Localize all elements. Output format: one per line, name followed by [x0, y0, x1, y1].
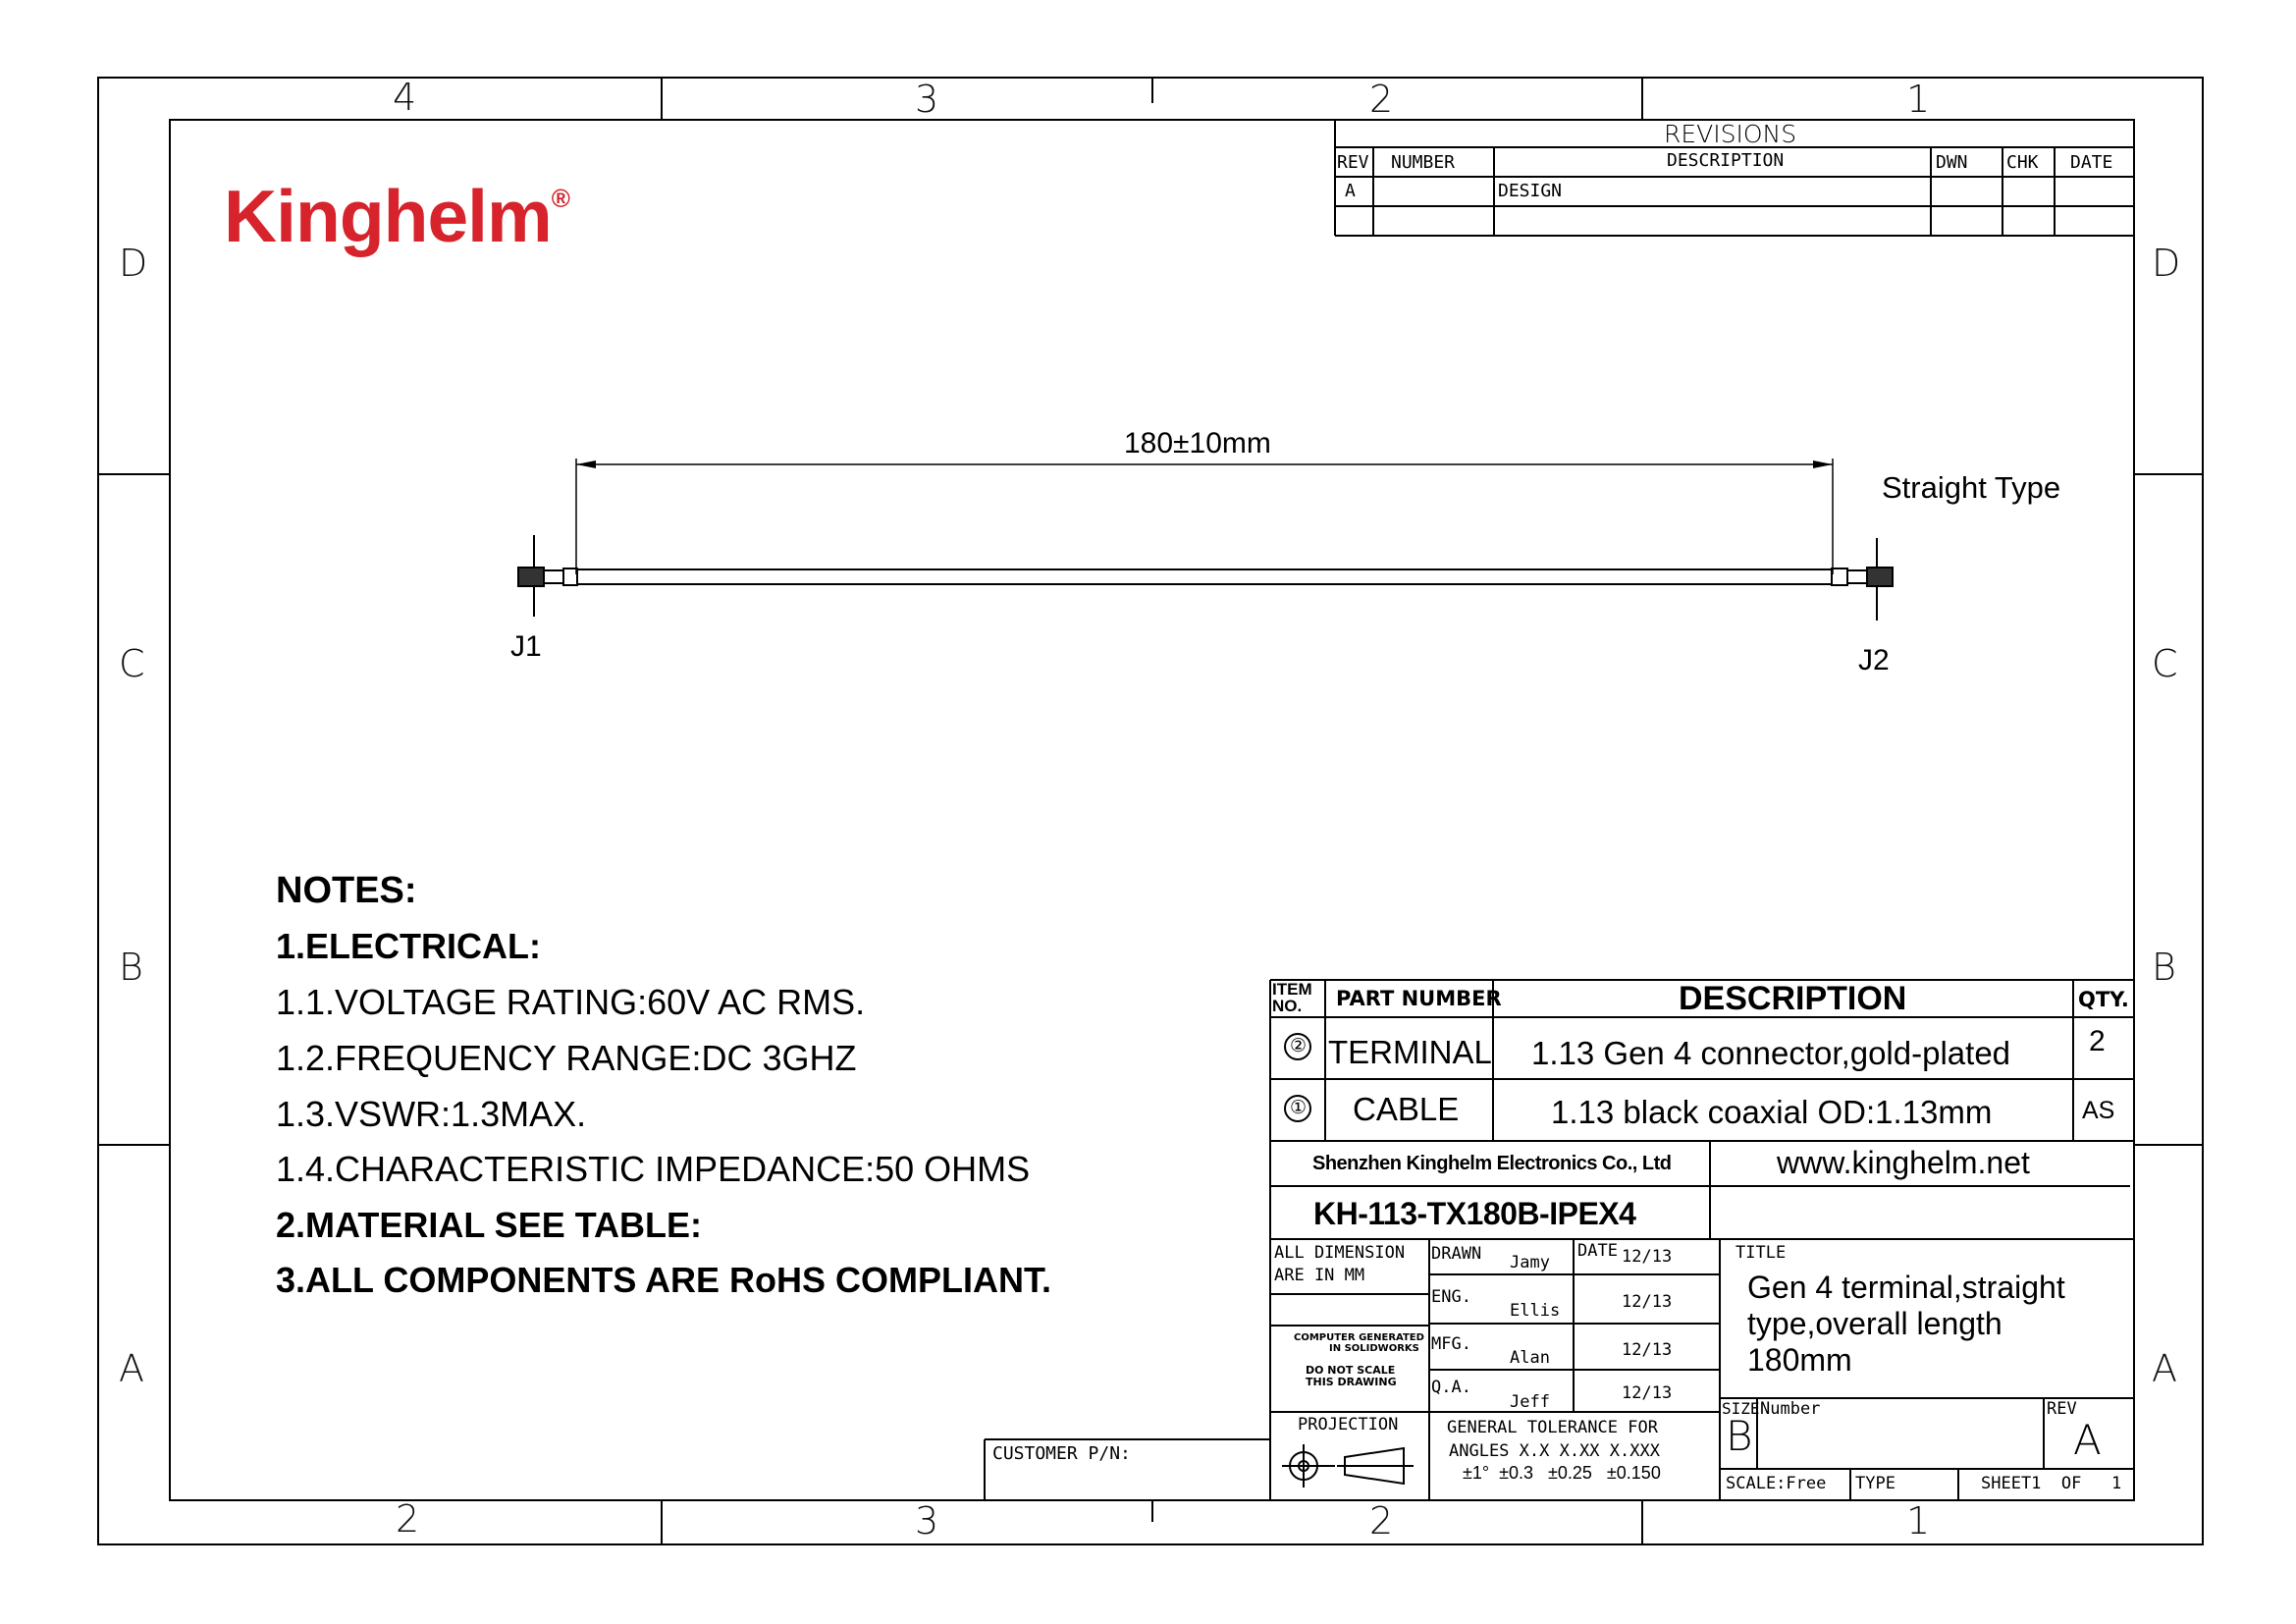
j2-connector-icon	[1832, 538, 1893, 621]
bom-header-item: ITEM NO.	[1272, 980, 1312, 1015]
title-line-3: 180mm	[1747, 1342, 1852, 1378]
cable-assembly-drawing	[518, 459, 1893, 621]
bom-row-1-description: 1.13 Gen 4 connector,gold-plated	[1531, 1035, 2011, 1071]
sheet-count: SHEET1 OF 1	[1981, 1474, 2122, 1493]
mfg-role: MFG.	[1431, 1334, 1471, 1354]
qa-role: Q.A.	[1431, 1378, 1471, 1397]
mfg-name: Alan	[1510, 1348, 1550, 1368]
notes-line-2: 1.1.VOLTAGE RATING:60V AC RMS.	[276, 982, 866, 1022]
eng-name: Ellis	[1510, 1301, 1561, 1321]
scale-note-1: DO NOT SCALE	[1306, 1364, 1396, 1377]
rev-header-number: NUMBER	[1391, 152, 1456, 173]
eng-date: 12/13	[1622, 1292, 1673, 1312]
zone-row-left-a: A	[119, 1347, 144, 1390]
zone-col-top-3: 2	[1369, 78, 1394, 121]
third-angle-projection-icon	[1282, 1444, 1414, 1488]
notes-line-3: 1.2.FREQUENCY RANGE:DC 3GHZ	[276, 1038, 857, 1078]
bom-header-part: PART NUMBER	[1336, 987, 1502, 1010]
bom-row-1-item: ②	[1290, 1036, 1308, 1056]
zone-row-right-d: D	[2152, 242, 2181, 285]
bom-row-1-qty: 2	[2089, 1025, 2106, 1057]
zone-row-left-b: B	[119, 946, 143, 989]
zone-row-right-a: A	[2152, 1347, 2177, 1390]
dimension-note-2: ARE IN MM	[1274, 1266, 1365, 1285]
zone-row-left-c: C	[119, 642, 145, 685]
title-line-1: Gen 4 terminal,straight	[1747, 1270, 2065, 1305]
drawn-date-label: DATE	[1577, 1241, 1618, 1261]
rev-header-date: DATE	[2070, 152, 2113, 173]
number-label: Number	[1760, 1399, 1821, 1419]
size-label: SIZE	[1722, 1399, 1760, 1418]
zone-row-left-d: D	[119, 242, 148, 285]
rev-row-rev: A	[1345, 181, 1356, 201]
notes-line-1: 1.ELECTRICAL:	[276, 926, 541, 966]
drawn-role: DRAWN	[1431, 1244, 1482, 1264]
part-number: KH-113-TX180B-IPEX4	[1313, 1196, 1636, 1231]
title-line-2: type,overall length	[1747, 1306, 2002, 1341]
notes-line-6: 2.MATERIAL SEE TABLE:	[276, 1205, 703, 1245]
rev-row-description: DESIGN	[1498, 181, 1563, 201]
scale-value: SCALE:Free	[1726, 1474, 1827, 1493]
bom-row-2-item: ①	[1290, 1098, 1308, 1118]
rev-header-description: DESCRIPTION	[1667, 150, 1785, 171]
straight-type-label: Straight Type	[1882, 470, 2061, 505]
website: www.kinghelm.net	[1777, 1145, 2030, 1180]
zone-col-bottom-1: 2	[396, 1497, 420, 1541]
notes-line-4: 1.3.VSWR:1.3MAX.	[276, 1094, 587, 1134]
revisions-title: REVISIONS	[1664, 120, 1797, 148]
rev-label: REV	[2047, 1399, 2077, 1419]
qa-name: Jeff	[1510, 1392, 1550, 1412]
zone-col-top-2: 3	[915, 78, 939, 121]
notes-line-5: 1.4.CHARACTERISTIC IMPEDANCE:50 OHMS	[276, 1149, 1031, 1189]
cad-note-1: COMPUTER GENERATED	[1294, 1332, 1424, 1343]
j2-label: J2	[1858, 644, 1890, 677]
zone-row-right-c: C	[2152, 642, 2178, 685]
type-label: TYPE	[1855, 1474, 1896, 1493]
j1-connector-icon	[518, 535, 577, 617]
tolerance-label: GENERAL TOLERANCE FOR	[1447, 1418, 1658, 1437]
bom-row-1-part: TERMINAL	[1328, 1034, 1492, 1070]
rev-header-dwn: DWN	[1936, 152, 1968, 173]
notes-title: NOTES:	[276, 870, 417, 911]
dimension-note-1: ALL DIMENSION	[1274, 1243, 1406, 1263]
customer-pn-label: CUSTOMER P/N:	[992, 1443, 1131, 1464]
zone-col-top-4: 1	[1906, 78, 1931, 121]
drawn-name: Jamy	[1510, 1253, 1550, 1272]
zone-col-bottom-3: 2	[1369, 1499, 1394, 1543]
zone-col-bottom-2: 3	[915, 1499, 939, 1543]
rev-value: A	[2073, 1416, 2102, 1464]
j1-label: J1	[510, 630, 542, 663]
bom-header-qty: QTY.	[2078, 988, 2129, 1011]
drawn-date: 12/13	[1622, 1247, 1673, 1267]
mfg-date: 12/13	[1622, 1340, 1673, 1360]
bom-row-2-description: 1.13 black coaxial OD:1.13mm	[1551, 1094, 1993, 1130]
rev-header-chk: CHK	[2006, 152, 2039, 173]
size-value: B	[1726, 1412, 1753, 1460]
rev-header-rev: REV	[1337, 152, 1369, 173]
tolerance-header: ANGLES X.X X.XX X.XXX	[1449, 1441, 1660, 1461]
bom-row-2-qty: AS	[2082, 1097, 2115, 1124]
company-name: Shenzhen Kinghelm Electronics Co., Ltd	[1312, 1153, 1672, 1174]
bom-header-description: DESCRIPTION	[1679, 980, 1907, 1017]
qa-date: 12/13	[1622, 1383, 1673, 1403]
title-label: TITLE	[1735, 1243, 1787, 1263]
cad-note-2: IN SOLIDWORKS	[1329, 1343, 1419, 1354]
zone-col-bottom-4: 1	[1906, 1499, 1931, 1543]
scale-note-2: THIS DRAWING	[1306, 1376, 1397, 1388]
projection-label: PROJECTION	[1298, 1415, 1399, 1435]
zone-row-right-b: B	[2152, 946, 2176, 989]
kinghelm-logo: Kinghelm®	[224, 175, 569, 257]
notes-line-7: 3.ALL COMPONENTS ARE RoHS COMPLIANT.	[276, 1260, 1052, 1300]
eng-role: ENG.	[1431, 1287, 1471, 1307]
bom-row-2-part: CABLE	[1353, 1091, 1460, 1127]
tolerance-values: ±1° ±0.3 ±0.25 ±0.150	[1463, 1463, 1661, 1483]
length-dimension-label: 180±10mm	[1124, 427, 1271, 460]
zone-col-top-1: 4	[393, 76, 417, 119]
